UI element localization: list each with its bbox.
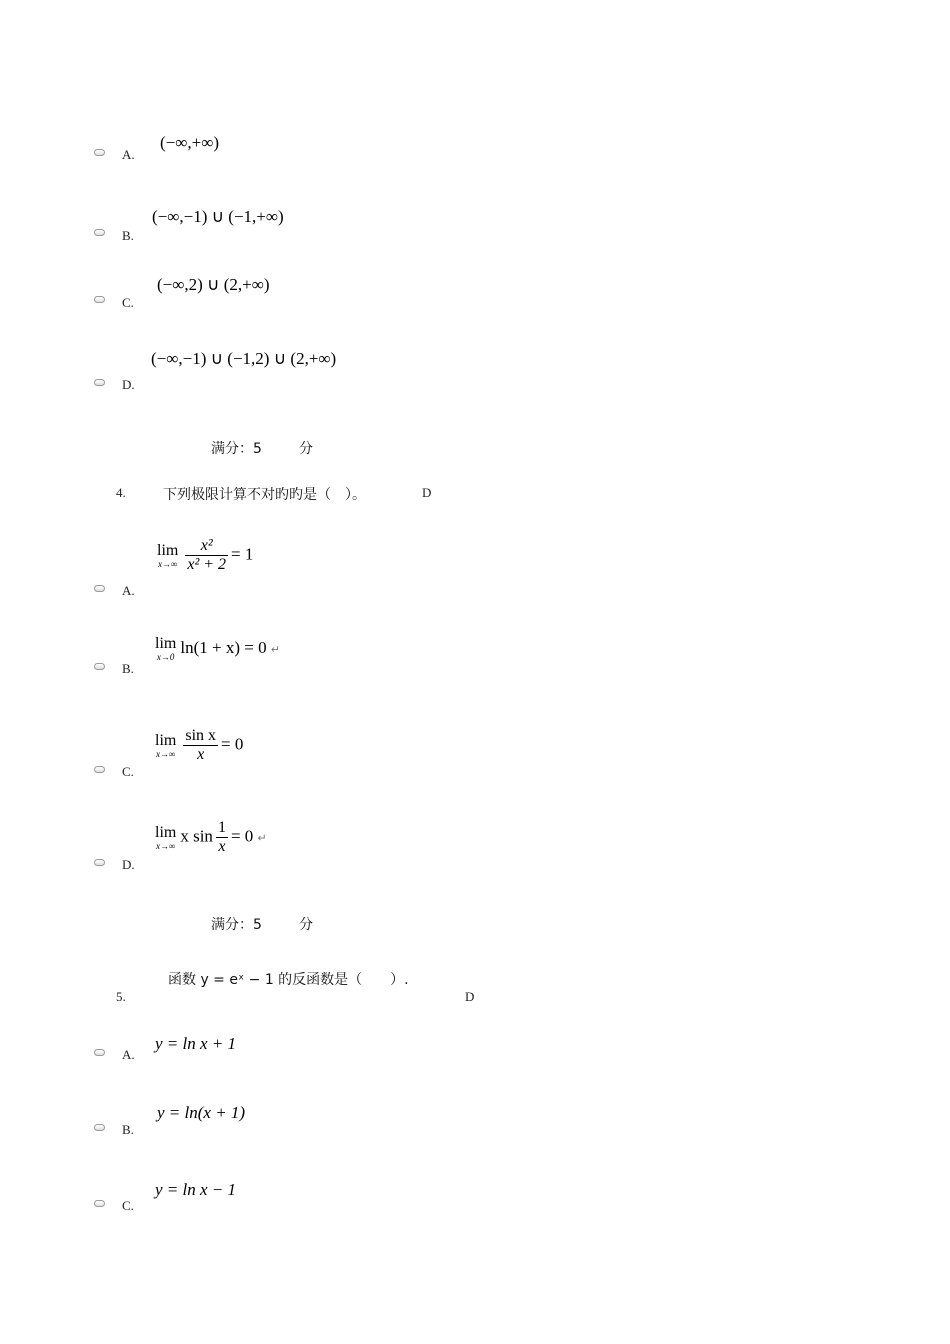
radio-q5-c[interactable] [94, 1200, 105, 1207]
radio-q5-b[interactable] [94, 1124, 105, 1131]
score-label: 满分：5 [211, 441, 262, 457]
option-expression: lim x→∞ $\frac{\text{sin x}}{x}$ = 0 [155, 727, 244, 763]
option-expression: (−∞,−1) ∪ (−1,2) ∪ (2,+∞) [151, 349, 337, 368]
radio-q3-b[interactable] [94, 229, 105, 236]
option-expression: y = ln(x + 1) [157, 1103, 246, 1122]
option-letter: B. [122, 661, 134, 676]
score-unit: 分 [299, 917, 313, 933]
radio-q4-b[interactable] [94, 663, 105, 670]
option-expression: (−∞,+∞) [160, 133, 219, 152]
question-number: 5. [116, 989, 126, 1004]
radio-q4-c[interactable] [94, 766, 105, 773]
limit-operator: lim x→∞ [155, 823, 177, 851]
option-expression: lim x→∞ $\frac{\text{x²}}{\text{x² + 2}}$ = 1 [157, 537, 254, 573]
option-letter: D. [122, 377, 135, 392]
radio-q3-a[interactable] [94, 149, 105, 156]
option-letter: C. [122, 764, 134, 779]
option-letter: A. [122, 1047, 135, 1062]
fraction: $\frac{\text{sin x}}{x}$ [185, 727, 217, 763]
question-stem: 下列极限计算不对旳旳是（ ）。 [163, 487, 366, 503]
fraction: $\frac{1}{x}$ [217, 819, 226, 855]
radio-q5-a[interactable] [94, 1049, 105, 1056]
option-expression: lim x→∞ x sin $\frac{1}{x}$ = 0 ↵ [155, 819, 267, 855]
answer-key: D [465, 989, 475, 1004]
radio-q3-d[interactable] [94, 379, 105, 386]
option-letter: C. [122, 295, 134, 310]
option-expression: lim x→0 ln(1 + x) = 0 ↵ [155, 635, 281, 662]
option-letter: C. [122, 1198, 134, 1213]
question-number: 4. [116, 485, 126, 500]
option-expression: (−∞,−1) ∪ (−1,+∞) [152, 207, 284, 226]
option-letter: A. [122, 583, 135, 598]
radio-q4-d[interactable] [94, 859, 105, 866]
question-stem: 函数 y = eˣ − 1 的反函数是（ ）. [168, 972, 409, 988]
score-unit: 分 [299, 441, 313, 457]
limit-operator: lim x→∞ [157, 541, 179, 569]
return-mark: ↵ [257, 832, 267, 845]
radio-q3-c[interactable] [94, 296, 105, 303]
option-letter: B. [122, 228, 134, 243]
limit-operator: lim x→∞ [155, 731, 177, 759]
radio-q4-a[interactable] [94, 585, 105, 592]
score-label: 满分：5 [211, 917, 262, 933]
option-letter: B. [122, 1122, 134, 1137]
option-letter: D. [122, 857, 135, 872]
option-expression: (−∞,2) ∪ (2,+∞) [157, 275, 270, 294]
answer-key: D [422, 485, 432, 500]
return-mark: ↵ [270, 643, 281, 656]
fraction: $\frac{\text{x²}}{\text{x² + 2}}$ [187, 537, 227, 573]
option-letter: A. [122, 147, 135, 162]
option-expression: y = ln x + 1 [155, 1034, 237, 1053]
limit-operator: lim x→0 [155, 635, 177, 662]
option-expression: y = ln x − 1 [155, 1180, 237, 1199]
